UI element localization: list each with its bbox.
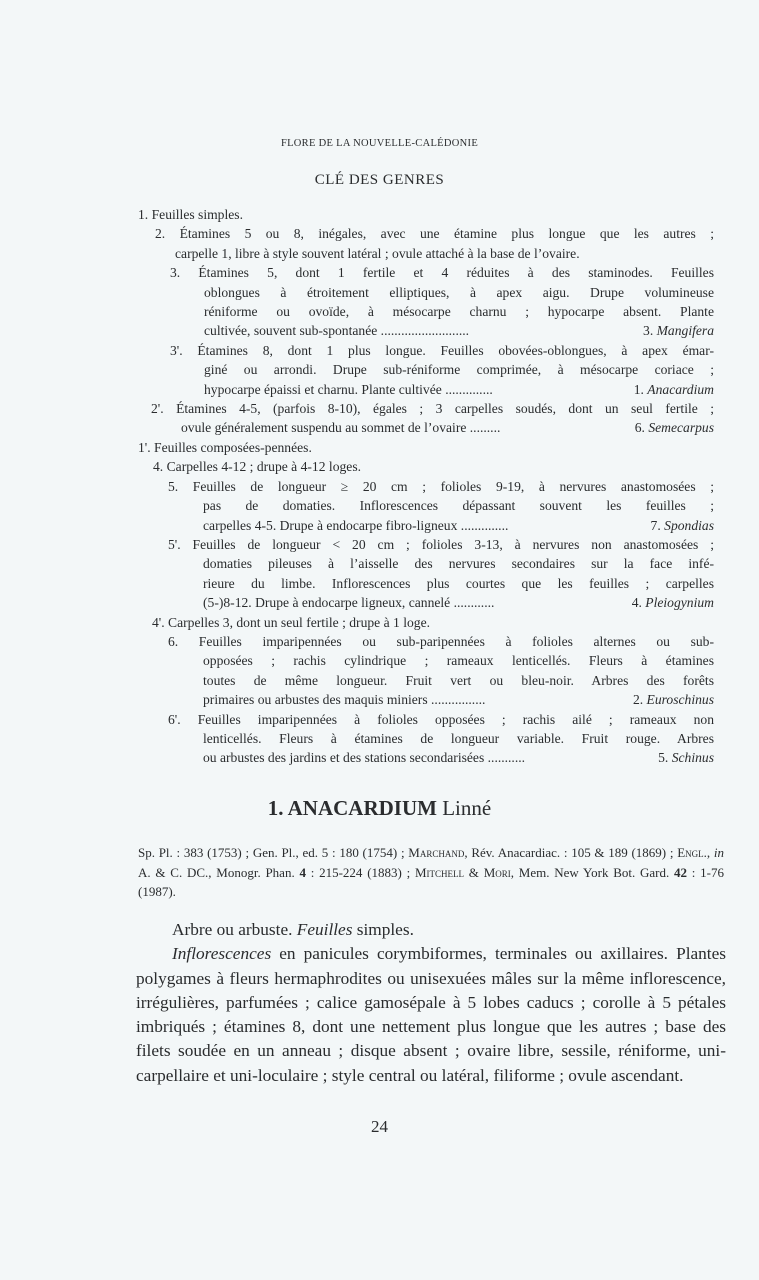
key-line-text: cultivée, souvent sub-spontanée .......................... (204, 323, 470, 339)
ref-text: : 1-76 (1987). (138, 864, 724, 899)
key-line: carpelle 1, libre à style souvent latéral ; ovule attaché à la base de l’ovaire. (175, 245, 580, 261)
key-line: rieure du limbe. Inflorescences plus courtes que les feuilles ; carpelles (203, 575, 714, 591)
description-term: Inflorescences (172, 944, 272, 964)
key-genus-result: 1. Anacardium (633, 381, 714, 397)
key-line: oblongues à étroitement elliptiques, à apex aigu. Drupe volumineuse (204, 284, 714, 300)
key-line: réniforme ou ovoïde, à mésocarpe charnu ; hypocarpe absent. Plante (204, 304, 714, 320)
section-title-author: Linné (436, 796, 492, 820)
key-genus-result: 2. Euroschinus (632, 692, 714, 708)
key-line: opposées ; rachis cylindrique ; rameaux lenticellés. Fleurs à étamines (203, 653, 714, 669)
description-text: simples. (352, 920, 414, 939)
key-line-text: carpelles 4-5. Drupe à endocarpe fibro-ligneux .............. (203, 517, 509, 533)
key-line (204, 321, 714, 340)
description-text: en panicules corymbiformes, terminales ou axillaires. Plantes polygames à fleurs hermaphrodites ou unisexuées mâles sur la même inflorescence, irrégulières, parfumées ; calice gamosépale à 5 lobes caducs ; corolle à 5 pétales imbriqués ; étamines 8, dont une nettement plus longue que les autres ; base des filets soudée en un anneau ; disque absent ; ovaire libre, sessile, réniforme, uni-carpellaire et uni-loculaire ; style central ou latéral, filiforme ; ovule ascendant. (136, 944, 726, 1085)
key-line (203, 690, 714, 709)
ref-text: , Mem. New York Bot. Gard. (510, 864, 675, 880)
ref-author: Marchand (408, 845, 465, 860)
ref-text: , Rév. Anacardiac. : 105 & 189 (1869) ; (464, 845, 678, 860)
key-entry-k3 (0, 263, 759, 341)
ref-text: A. & C. DC., Monogr. Phan. (138, 864, 300, 880)
key-entry-k4 (0, 457, 759, 476)
genus-key (0, 205, 759, 768)
genus-description (136, 918, 726, 1088)
key-genus-result: 3. Mangifera (643, 323, 714, 339)
key-line: 5. Feuilles de longueur ≥ 20 cm ; folioles 9-19, à nervures anastomosées ; (168, 478, 714, 494)
key-line: 2. Étamines 5 ou 8, inégales, avec une étamine plus longue que les autres ; (155, 226, 714, 242)
key-line: 6'. Feuilles imparipennées à folioles opposées ; rachis ailé ; rameaux non (168, 711, 714, 727)
description-text: Arbre ou arbuste. (172, 920, 297, 939)
key-entry-k3b (0, 341, 759, 399)
ref-volume: 42 (674, 864, 688, 880)
key-line-text: ou arbustes des jardins et des stations secondarisées ........... (203, 750, 526, 766)
key-line: 4'. Carpelles 3, dont un seul fertile ; drupe à 1 loge. (152, 614, 431, 630)
key-entry-k5b (0, 535, 759, 613)
key-line: 5'. Feuilles de longueur < 20 cm ; folioles 3-13, à nervures non anastomosées ; (168, 536, 714, 552)
ref-text: , (706, 845, 714, 860)
key-line-text: ovule généralement suspendu au sommet de l’ovaire ......... (181, 420, 501, 436)
key-line (203, 516, 714, 535)
key-line: domaties pileuses à l’aisselle des nervures secondaires sur la face infé- (203, 556, 714, 572)
key-line: 1'. Feuilles composées-pennées. (138, 439, 312, 455)
key-genus-result: 5. Schinus (658, 750, 714, 766)
ref-volume: 4 (299, 864, 306, 880)
key-line (204, 380, 714, 399)
key-entry-k5 (0, 477, 759, 535)
key-line: toutes de même longueur. Fruit vert ou bleu-noir. Arbres des forêts (203, 672, 714, 688)
key-genus-result: 6. Semecarpus (634, 420, 714, 436)
key-genus-result: 7. Spondias (650, 517, 714, 533)
key-line-text: primaires ou arbustes des maquis miniers ................ (203, 692, 486, 708)
ref-text: & (464, 864, 484, 880)
key-line (181, 418, 714, 437)
key-entry-k1 (0, 205, 759, 224)
ref-text: : 215-224 (1883) ; (305, 864, 415, 880)
running-head: FLORE DE LA NOUVELLE-CALÉDONIE (280, 138, 479, 149)
key-line: lenticellés. Fleurs à étamines de longueur variable. Fruit rouge. Arbres (203, 730, 714, 746)
section-title (0, 796, 759, 821)
section-title-genus: 1. ANACARDIUM (267, 796, 437, 820)
key-line: 3'. Étamines 8, dont 1 plus longue. Feuilles obovées-oblongues, à apex émar- (170, 342, 714, 358)
description-term: Feuilles (296, 920, 353, 939)
key-title: CLÉ DES GENRES (314, 172, 445, 188)
key-line-text: (5-)8-12. Drupe à endocarpe ligneux, cannelé ............ (203, 595, 495, 611)
key-entry-k4b (0, 613, 759, 632)
description-paragraph (136, 942, 726, 1088)
key-entry-k2b (0, 399, 759, 438)
key-line: 6. Feuilles imparipennées ou sub-paripennées à folioles alternes ou sub- (168, 633, 714, 649)
key-line-text: hypocarpe épaissi et charnu. Plante cultivée .............. (204, 381, 493, 397)
key-entry-k6b (0, 710, 759, 768)
description-paragraph (136, 918, 726, 942)
key-entry-k2 (0, 224, 759, 263)
key-line (203, 748, 714, 767)
key-entry-k6 (0, 632, 759, 710)
key-genus-result: 4. Pleiogynium (631, 595, 714, 611)
references (138, 843, 724, 902)
ref-in: in (713, 845, 725, 860)
key-entry-k1b (0, 438, 759, 457)
ref-text: Sp. Pl. : 383 (1753) ; Gen. Pl., ed. 5 : 180 (1754) ; (138, 845, 409, 860)
key-line: pas de domaties. Inflorescences dépassant souvent les feuilles ; (203, 498, 714, 514)
key-line: 1. Feuilles simples. (138, 207, 243, 222)
key-line: 2'. Étamines 4-5, (parfois 8-10), égales ; 3 carpelles soudés, dont un seul fertile ; (151, 401, 714, 417)
ref-author: Mori (483, 864, 511, 880)
ref-author: Mitchell (414, 864, 465, 880)
key-line: 4. Carpelles 4-12 ; drupe à 4-12 loges. (153, 459, 362, 475)
key-line: giné ou arrondi. Drupe sub-réniforme comprimée, à mésocarpe coriace ; (204, 362, 714, 378)
page-number: 24 (371, 1117, 388, 1136)
key-line: 3. Étamines 5, dont 1 fertile et 4 réduites à des staminodes. Feuilles (170, 265, 714, 281)
ref-author: Engl. (677, 845, 707, 860)
key-line (203, 593, 714, 612)
